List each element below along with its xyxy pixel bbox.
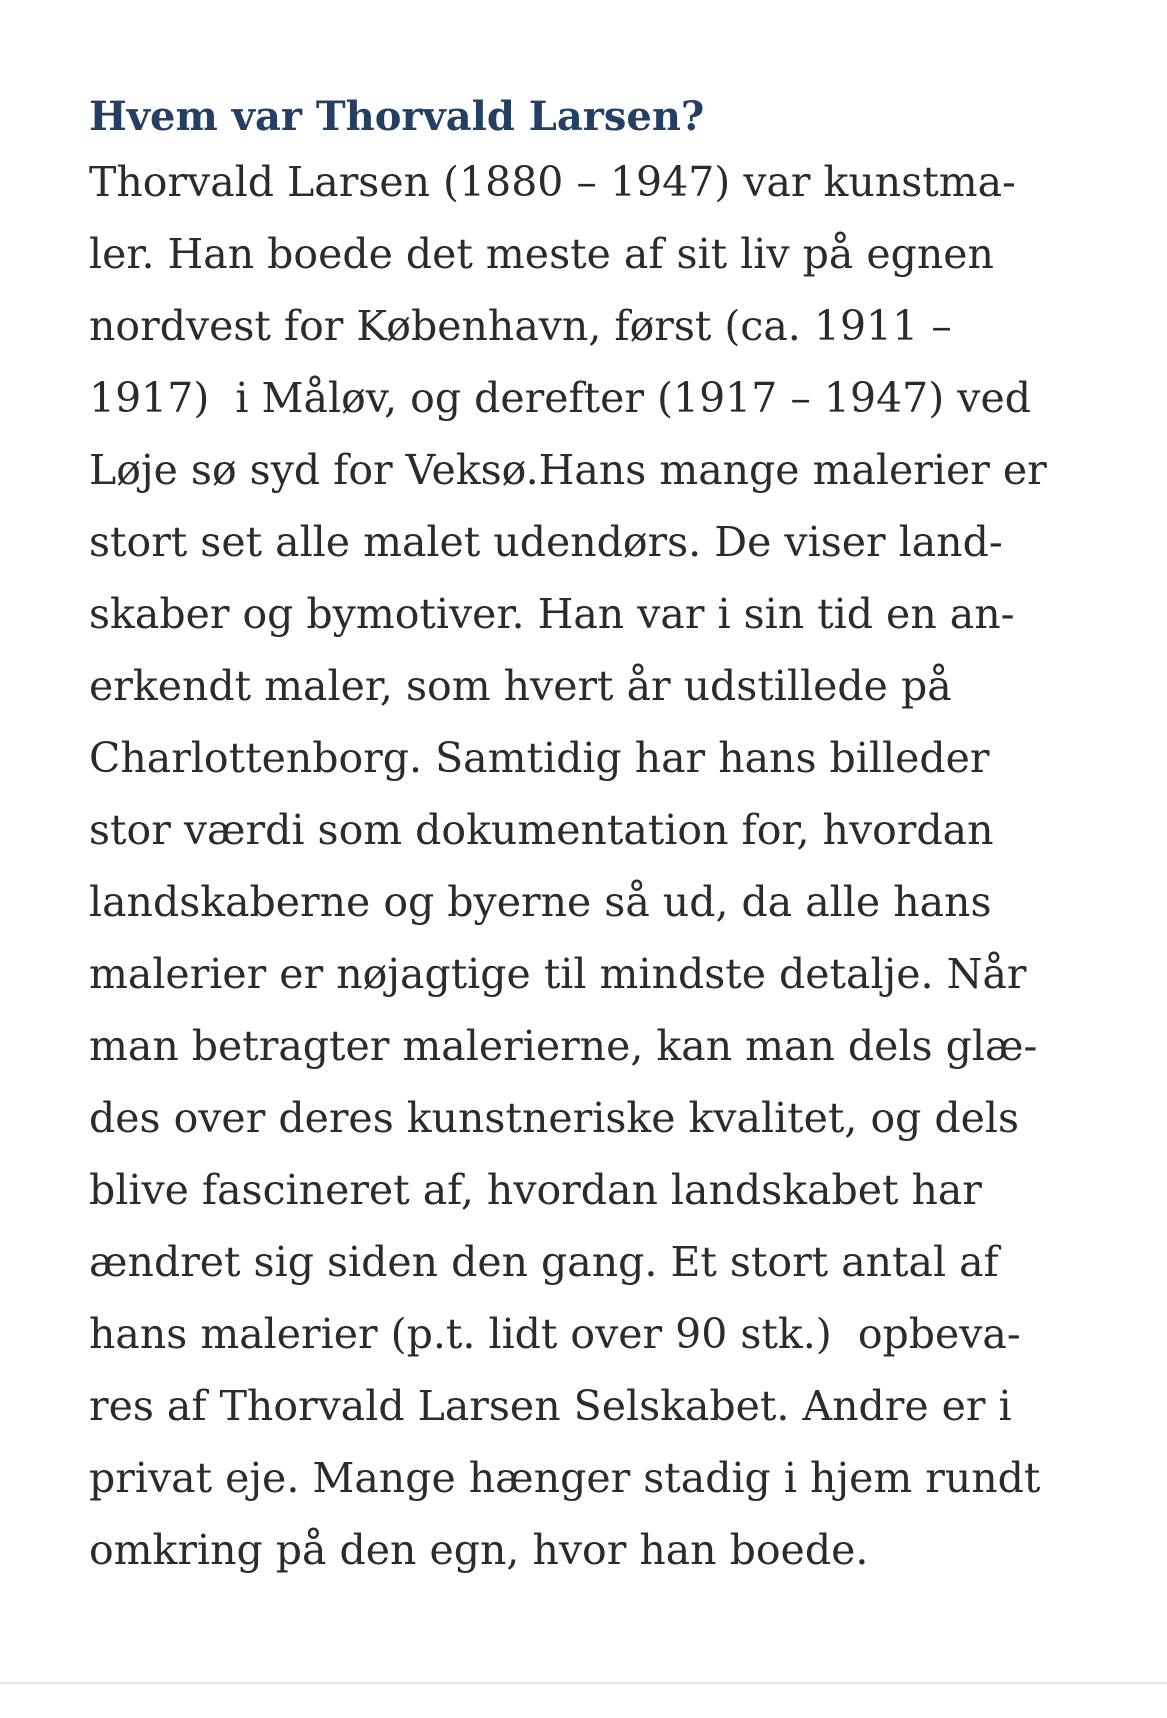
footer-divider (0, 1682, 1167, 1684)
paragraph-line: malerier er nøjagtige til mindste detalje. Når (89, 950, 1027, 998)
paragraph-line: ler. Han boede det meste af sit liv på egnen (89, 230, 994, 278)
paragraph-line: landskaberne og byerne så ud, da alle hans (89, 878, 992, 926)
paragraph-line: privat eje. Mange hænger stadig i hjem rundt (89, 1454, 1041, 1502)
paragraph-line: omkring på den egn, hvor han boede. (89, 1526, 869, 1574)
paragraph-line: Charlottenborg. Samtidig har hans billeder (89, 734, 990, 782)
paragraph-line: nordvest for København, først (ca. 1911 – (89, 302, 952, 350)
paragraph-line: man betragter malerierne, kan man dels glæ- (89, 1022, 1038, 1070)
paragraph-line: des over deres kunstneriske kvalitet, og dels (89, 1094, 1020, 1142)
article (89, 88, 1089, 1586)
article-heading: Hvem var Thorvald Larsen? (89, 93, 705, 140)
paragraph-line: 1917) i Måløv, og derefter (1917 – 1947) ved (89, 374, 1031, 422)
paragraph-line: stor værdi som dokumentation for, hvordan (89, 806, 994, 854)
paragraph-line: stort set alle malet udendørs. De viser land- (89, 518, 1003, 566)
paragraph-line: Løje sø syd for Veksø.Hans mange malerier er (89, 446, 1047, 494)
paragraph-line: hans malerier (p.t. lidt over 90 stk.) opbeva- (89, 1310, 1021, 1358)
paragraph-line: blive fascineret af, hvordan landskabet har (89, 1166, 982, 1214)
paragraph-line: ændret sig siden den gang. Et stort antal af (89, 1238, 999, 1286)
paragraph-line: erkendt maler, som hvert år udstillede på (89, 662, 952, 710)
paragraph-line: Thorvald Larsen (1880 – 1947) var kunstma- (89, 158, 1016, 206)
article-paragraph (89, 146, 1089, 1586)
paragraph-line: skaber og bymotiver. Han var i sin tid en an- (89, 590, 1015, 638)
paragraph-line: res af Thorvald Larsen Selskabet. Andre er i (89, 1382, 1012, 1430)
